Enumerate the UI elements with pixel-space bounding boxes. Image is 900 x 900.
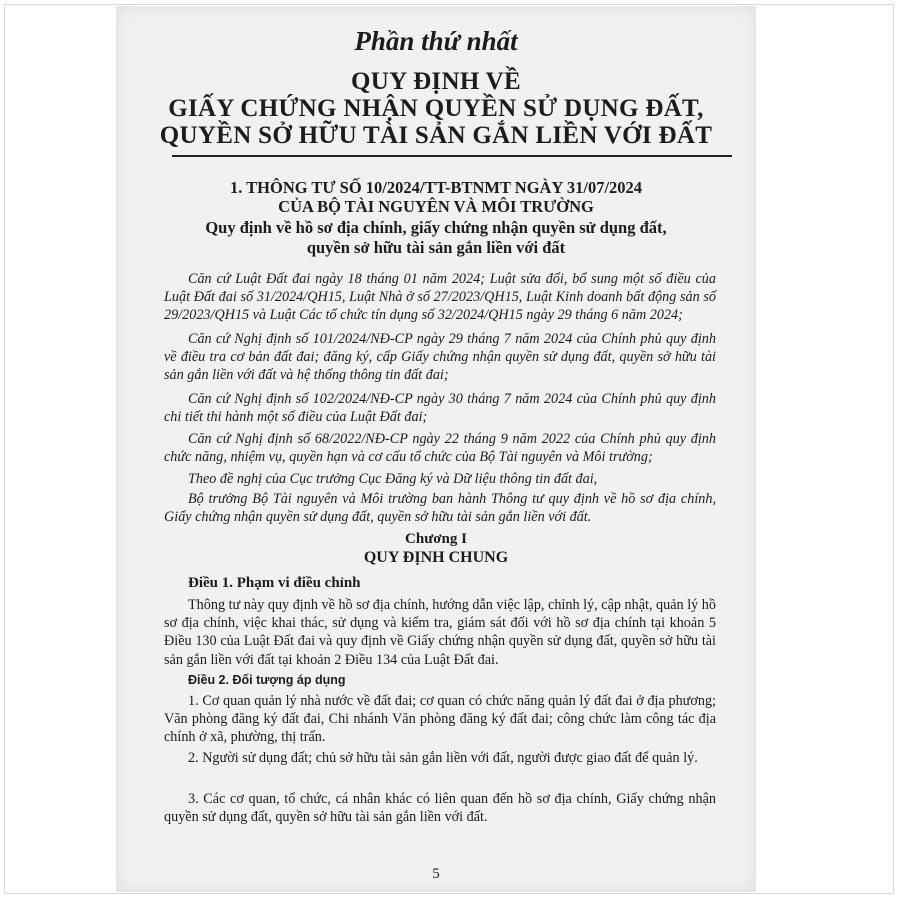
preamble-paragraph: Căn cứ Nghị định số 101/2024/NĐ-CP ngày 29 tháng 7 năm 2024 của Chính phủ quy định về điều tra cơ bản đất đai; đăng ký, cấp Giấy chứng nhận quyền sử dụng đất, quyền sở hữu tài sản gắn liền với đất và hệ thống thông tin đất đai; — [164, 331, 716, 384]
circular-subtitle-1: Quy định về hồ sơ địa chính, giấy chứng nhận quyền sử dụng đất, — [205, 218, 667, 237]
circular-subtitle-2: quyền sở hữu tài sản gắn liền với đất — [306, 238, 566, 257]
main-title-line-1: QUY ĐỊNH VỀ — [351, 68, 521, 95]
preamble-paragraph: Căn cứ Nghị định số 102/2024/NĐ-CP ngày 30 tháng 7 năm 2024 của Chính phủ quy định chi tiết thi hành một số điều của Luật Đất đai; — [164, 391, 716, 426]
part-title: Phần thứ nhất — [354, 26, 518, 56]
chapter-title: QUY ĐỊNH CHUNG — [363, 549, 509, 566]
title-underline — [172, 155, 732, 157]
chapter-number: Chương I — [405, 531, 467, 547]
preamble-paragraph: Theo đề nghị của Cục trưởng Cục Đăng ký và Dữ liệu thông tin đất đai, — [188, 471, 598, 487]
preamble-paragraph: Căn cứ Nghị định số 68/2022/NĐ-CP ngày 22 tháng 9 năm 2022 của Chính phủ quy định chức năng, nhiệm vụ, quyền hạn và cơ cấu tổ chức của Bộ Tài nguyên và Môi trường; — [164, 431, 716, 466]
article-2-item: 1. Cơ quan quản lý nhà nước về đất đai; cơ quan có chức năng quản lý đất đai ở địa phương; Văn phòng đăng ký đất đai, Chi nhánh Văn phòng đăng ký đất đai; công chức làm công tác địa chính ở xã, phường, thị trấn. — [164, 693, 716, 746]
preamble-paragraph: Căn cứ Luật Đất đai ngày 18 tháng 01 năm 2024; Luật sửa đổi, bổ sung một số điều của Luật Đất đai số 31/2024/QH15, Luật Nhà ở số 27/2023/QH15, Luật Kinh doanh bất động sản số 29/2023/QH15 và Luật Các tổ chức tín dụng số 32/2024/QH15 ngày 29 tháng 6 năm 2024; — [164, 271, 716, 324]
book-page — [116, 6, 756, 892]
article-2-title: Điều 2. Đối tượng áp dụng — [188, 673, 346, 687]
main-title-line-3: QUYỀN SỞ HỮU TÀI SẢN GẮN LIỀN VỚI ĐẤT — [159, 122, 713, 149]
preamble-paragraph: Bộ trưởng Bộ Tài nguyên và Môi trường ban hành Thông tư quy định về hồ sơ địa chính, Giấy chứng nhận quyền sử dụng đất, quyền sở hữu tài sản gắn liền với đất. — [164, 491, 716, 526]
article-1-title: Điều 1. Phạm vi điều chỉnh — [188, 575, 361, 591]
main-title-line-2: GIẤY CHỨNG NHẬN QUYỀN SỬ DỤNG ĐẤT, — [168, 95, 704, 122]
circular-heading: 1. THÔNG TƯ SỐ 10/2024/TT-BTNMT NGÀY 31/07/2024 — [229, 178, 643, 197]
ministry-heading: CỦA BỘ TÀI NGUYÊN VÀ MÔI TRƯỜNG — [278, 197, 594, 216]
article-1-body: Thông tư này quy định về hồ sơ địa chính, hướng dẫn việc lập, chỉnh lý, cập nhật, quản lý hồ sơ địa chính, việc khai thác, sử dụng và kiểm tra, giám sát đối với hồ sơ địa chính tại khoản 5 Điều 130 của Luật Đất đai và quy định về Giấy chứng nhận quyền sử dụng đất, quyền sở hữu tài sản gắn liền với đất tại khoản 2 Điều 134 của Luật Đất đai. — [164, 597, 716, 668]
page-number: 5 — [432, 866, 440, 882]
article-2-item: 3. Các cơ quan, tổ chức, cá nhân khác có liên quan đến hồ sơ địa chính, Giấy chứng nhận quyền sử dụng đất, quyền sở hữu tài sản gắn liền với đất. — [164, 791, 716, 826]
article-2-item: 2. Người sử dụng đất; chủ sở hữu tài sản gắn liền với đất, người được giao đất để quản lý. — [188, 750, 698, 766]
